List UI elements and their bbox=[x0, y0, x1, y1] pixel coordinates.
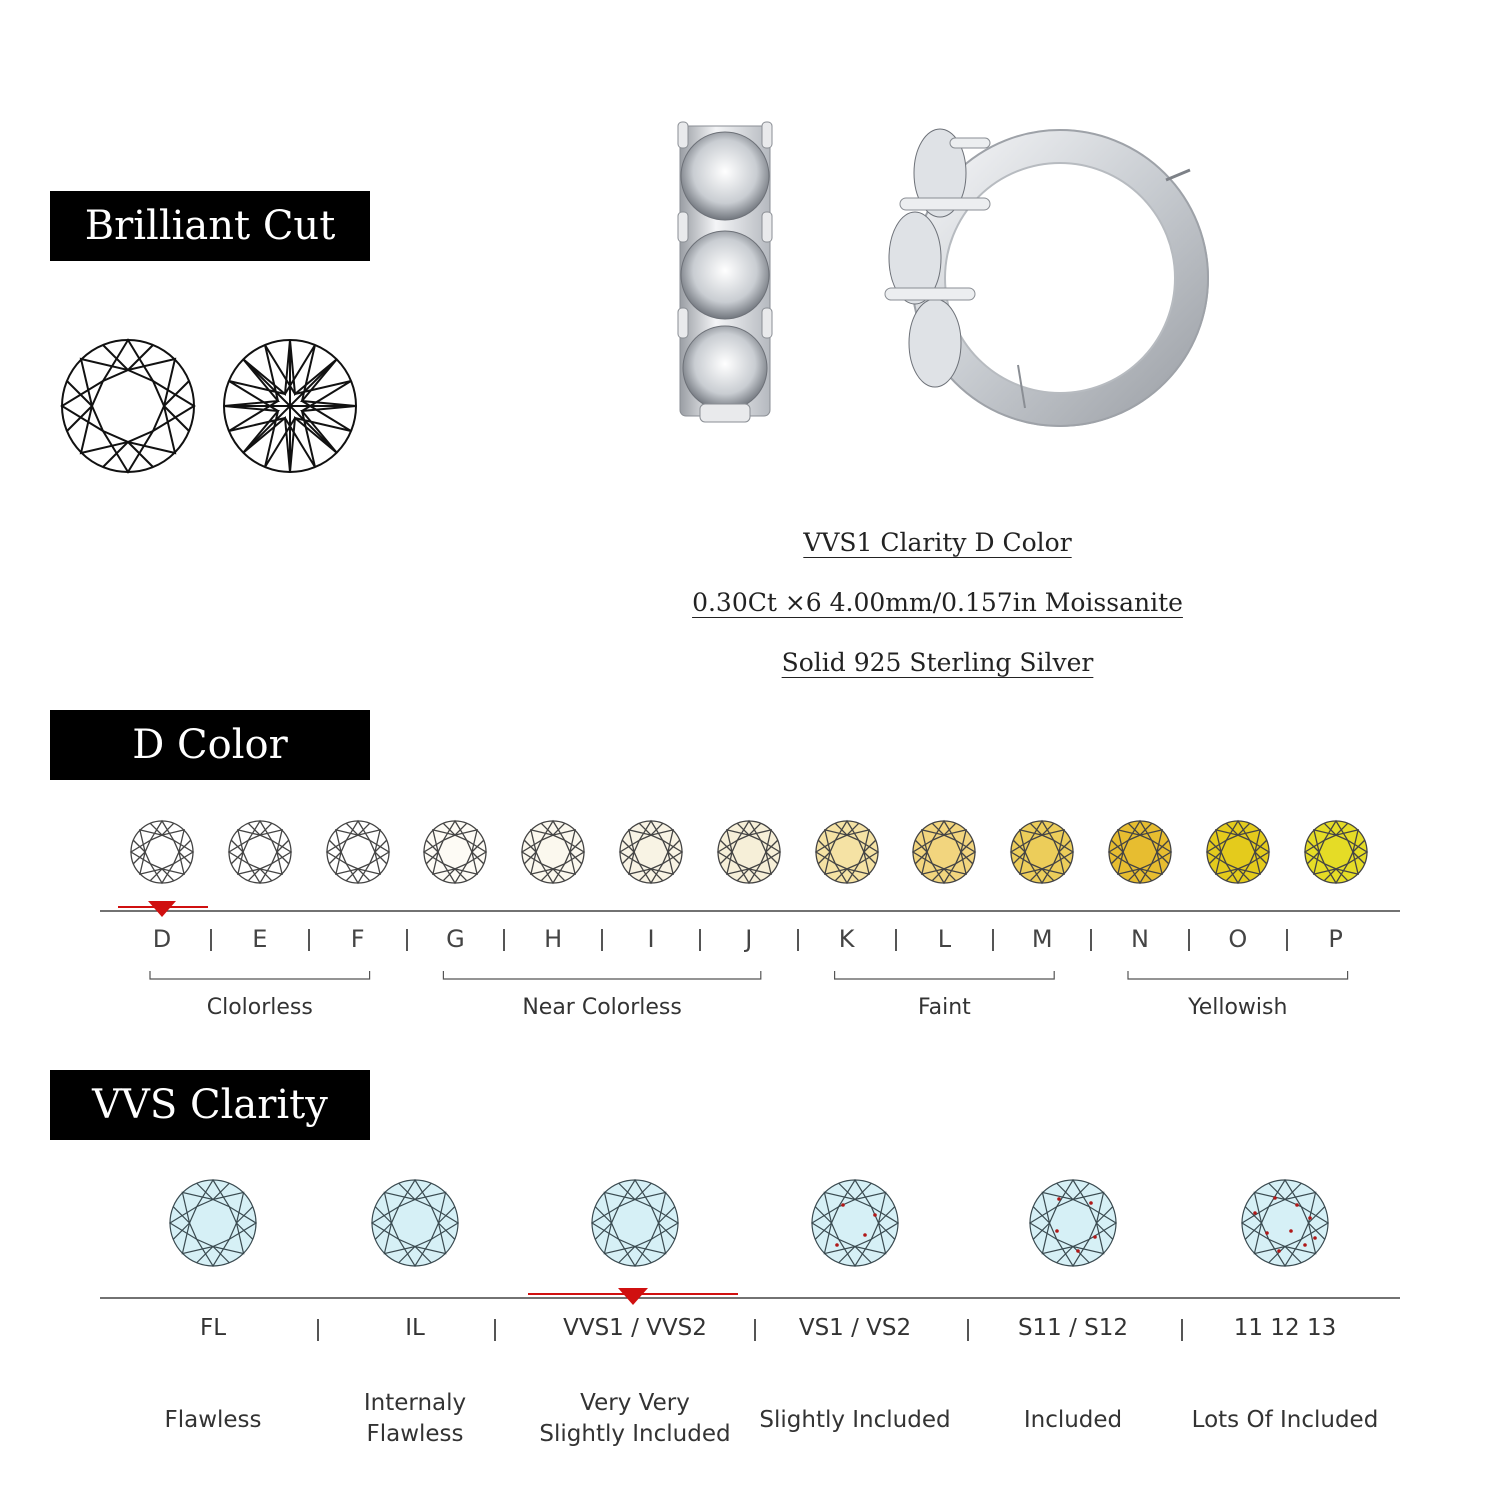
clarity-description-line: Very Very bbox=[580, 1390, 690, 1416]
d-color-title: D Color bbox=[132, 722, 288, 768]
color-grade-p: P bbox=[1328, 925, 1343, 953]
vvs-clarity-title: VVS Clarity bbox=[92, 1082, 328, 1128]
clarity-grade-label: S11 / S12 bbox=[1017, 1315, 1129, 1341]
color-grade-l: L bbox=[937, 925, 952, 953]
clarity-grade-label: VVS1 / VVS2 bbox=[563, 1315, 707, 1341]
color-grade-o: O bbox=[1228, 925, 1248, 953]
clarity-description-line: Flawless bbox=[366, 1421, 464, 1447]
color-group-label: Clolorless bbox=[206, 995, 313, 1020]
color-grade-d: D bbox=[152, 925, 172, 953]
color-group-label: Faint bbox=[917, 995, 971, 1020]
clarity-grade-label: IL bbox=[405, 1315, 425, 1341]
clarity-grade-label: VS1 / VS2 bbox=[798, 1315, 912, 1341]
color-grade-e: E bbox=[252, 925, 268, 953]
clarity-description-line: Slightly Included bbox=[759, 1407, 951, 1433]
color-grade-k: K bbox=[838, 925, 855, 953]
clarity-selected-marker bbox=[618, 1288, 648, 1305]
clarity-grade-label: FL bbox=[199, 1315, 227, 1341]
color-grade-j: J bbox=[745, 925, 753, 953]
clarity-description-line: Lots Of Included bbox=[1191, 1407, 1379, 1433]
color-grade-n: N bbox=[1131, 925, 1149, 953]
spec-stone-size: 0.30Ct ×6 4.00mm/0.157in Moissanite bbox=[692, 588, 1183, 617]
clarity-grade-label: 11 12 13 bbox=[1233, 1315, 1337, 1341]
clarity-description-line: Slightly Included bbox=[539, 1421, 731, 1447]
spec-material: Solid 925 Sterling Silver bbox=[781, 648, 1094, 677]
color-grade-g: G bbox=[446, 925, 465, 953]
brilliant-cut-title: Brilliant Cut bbox=[84, 203, 336, 249]
color-grade-f: F bbox=[350, 925, 365, 953]
clarity-description-line: Included bbox=[1023, 1407, 1123, 1433]
color-group-label: Yellowish bbox=[1188, 995, 1288, 1020]
clarity-description-line: Internaly bbox=[363, 1390, 467, 1416]
color-grade-h: H bbox=[544, 925, 563, 953]
color-group-label: Near Colorless bbox=[522, 995, 682, 1020]
color-grade-i: I bbox=[647, 925, 655, 953]
clarity-description-line: Flawless bbox=[164, 1407, 262, 1433]
spec-clarity-color: VVS1 Clarity D Color bbox=[803, 528, 1072, 557]
color-grade-m: M bbox=[1031, 925, 1053, 953]
